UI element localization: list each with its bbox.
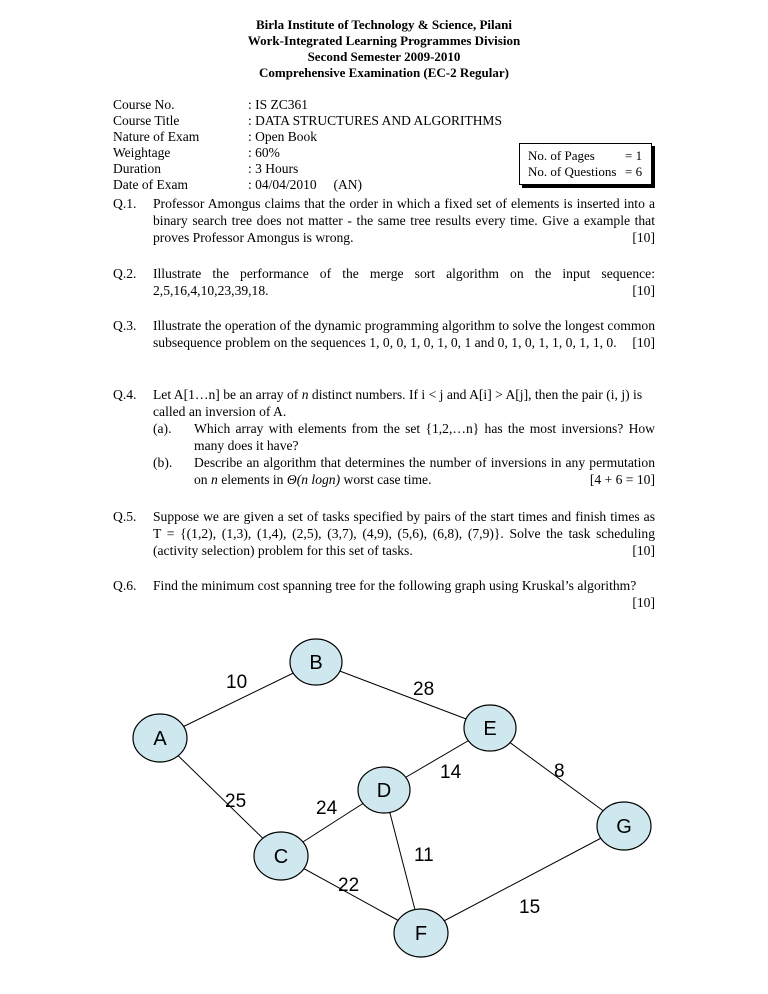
node-f xyxy=(394,909,448,957)
weight-d-f: 11 xyxy=(414,845,434,866)
institute-name: Birla Institute of Technology & Science, Pilani xyxy=(255,17,513,32)
question-number: Q.3. xyxy=(113,318,137,333)
meta-value: : 60% xyxy=(248,145,280,160)
semester: Second Semester 2009-2010 xyxy=(307,49,461,64)
meta-label: Date of Exam xyxy=(113,177,188,192)
meta-label: Course Title xyxy=(113,113,180,128)
sub-text: worst case time. xyxy=(340,472,432,487)
questions-value: = 6 xyxy=(625,164,643,179)
meta-label: Course No. xyxy=(113,97,175,112)
question-number: Q.1. xyxy=(113,196,137,211)
node-e xyxy=(464,705,516,751)
question-number: Q.4. xyxy=(113,387,137,402)
node-label: A xyxy=(153,728,167,750)
question-text: Suppose we are given a set of tasks specified by pairs of the start times and finish times as T = {(1,2), (1,3), (1,4), (2,5), (3,7), (4,9), (5,6), (6,8), (7,9)}. Solve the task scheduling (activity selection) problem for this set of tasks. xyxy=(153,509,655,558)
weight-a-b: 10 xyxy=(226,672,248,693)
node-label: G xyxy=(616,816,632,838)
sub-text: elements in xyxy=(217,472,287,487)
weight-c-d: 24 xyxy=(316,798,338,819)
question-marks: [4 + 6 = 10] xyxy=(589,472,655,487)
question-text: Find the minimum cost spanning tree for the following graph using Kruskal’s algorithm? xyxy=(153,578,637,593)
questions-label: No. of Questions xyxy=(528,164,617,179)
question-marks: [10] xyxy=(632,230,655,245)
question-text: distinct numbers. If i < j and A[i] > A[j], then the pair (i, j) is called an inversion of A. xyxy=(153,387,643,419)
question-marks: [10] xyxy=(632,335,655,350)
variable-n: n xyxy=(211,472,218,487)
meta-value: : DATA STRUCTURES AND ALGORITHMS xyxy=(248,113,502,128)
weight-b-e: 28 xyxy=(413,679,435,700)
pages-value: = 1 xyxy=(625,148,643,163)
node-c xyxy=(254,832,308,880)
sub-text: Describe an algorithm that determines the number of inversions in any permutation on xyxy=(194,455,655,487)
question-text: Let A[1…n] be an array of xyxy=(153,387,302,402)
question-marks: [10] xyxy=(632,283,655,298)
node-label: F xyxy=(414,923,428,945)
weight-a-c: 25 xyxy=(225,791,247,812)
weight-f-g: 15 xyxy=(519,897,541,918)
question-number: Q.5. xyxy=(113,509,137,524)
question-text: Illustrate the performance of the merge sort algorithm on the input sequence: 2,5,16,4,10,23,39,18. xyxy=(153,266,655,298)
edge-b-e xyxy=(316,662,490,728)
variable-n: n xyxy=(301,387,309,402)
division-name: Work-Integrated Learning Programmes Division xyxy=(247,33,521,48)
node-label: B xyxy=(309,652,323,674)
meta-value: : Open Book xyxy=(248,129,317,144)
sub-label: (b). xyxy=(153,455,173,470)
node-label: D xyxy=(376,780,392,802)
meta-value: : 3 Hours xyxy=(248,161,299,176)
node-d xyxy=(358,767,410,813)
sub-label: (a). xyxy=(153,421,172,436)
meta-value: : 04/04/2010 (AN) xyxy=(248,177,362,192)
pages-label: No. of Pages xyxy=(528,148,595,163)
theta-expression: Θ(n logn) xyxy=(286,472,341,487)
node-b xyxy=(290,639,342,685)
weight-c-f: 22 xyxy=(338,875,360,896)
sub-text: Which array with elements from the set {1,2,…n} has the most inversions? How many does it have? xyxy=(194,421,655,453)
meta-value: : IS ZC361 xyxy=(248,97,309,112)
graph-nodes xyxy=(133,639,651,957)
meta-label: Nature of Exam xyxy=(113,129,200,144)
node-a xyxy=(133,714,187,762)
weight-d-e: 14 xyxy=(440,762,462,783)
question-number: Q.6. xyxy=(113,578,137,593)
question-number: Q.2. xyxy=(113,266,137,281)
node-g xyxy=(597,802,651,850)
exam-title: Comprehensive Examination (EC-2 Regular) xyxy=(258,65,509,80)
question-text: Professor Amongus claims that the order in which a fixed set of elements is inserted into a binary search tree does not matter - the same tree results every time. Give a example that proves Professor Amongus is wrong. xyxy=(153,196,655,245)
question-text: Illustrate the operation of the dynamic programming algorithm to solve the longest common subsequence problem on the sequences 1, 0, 0, 1, 0, 1, 0, 1 and 0, 1, 0, 1, 1, 0, 1, 1, 0. xyxy=(153,318,655,350)
question-marks: [10] xyxy=(632,543,655,558)
question-marks: [10] xyxy=(632,595,655,610)
weight-e-g: 8 xyxy=(554,761,565,782)
meta-label: Duration xyxy=(113,161,161,176)
meta-label: Weightage xyxy=(113,145,171,160)
node-label: E xyxy=(483,718,497,740)
node-label: C xyxy=(273,846,289,868)
